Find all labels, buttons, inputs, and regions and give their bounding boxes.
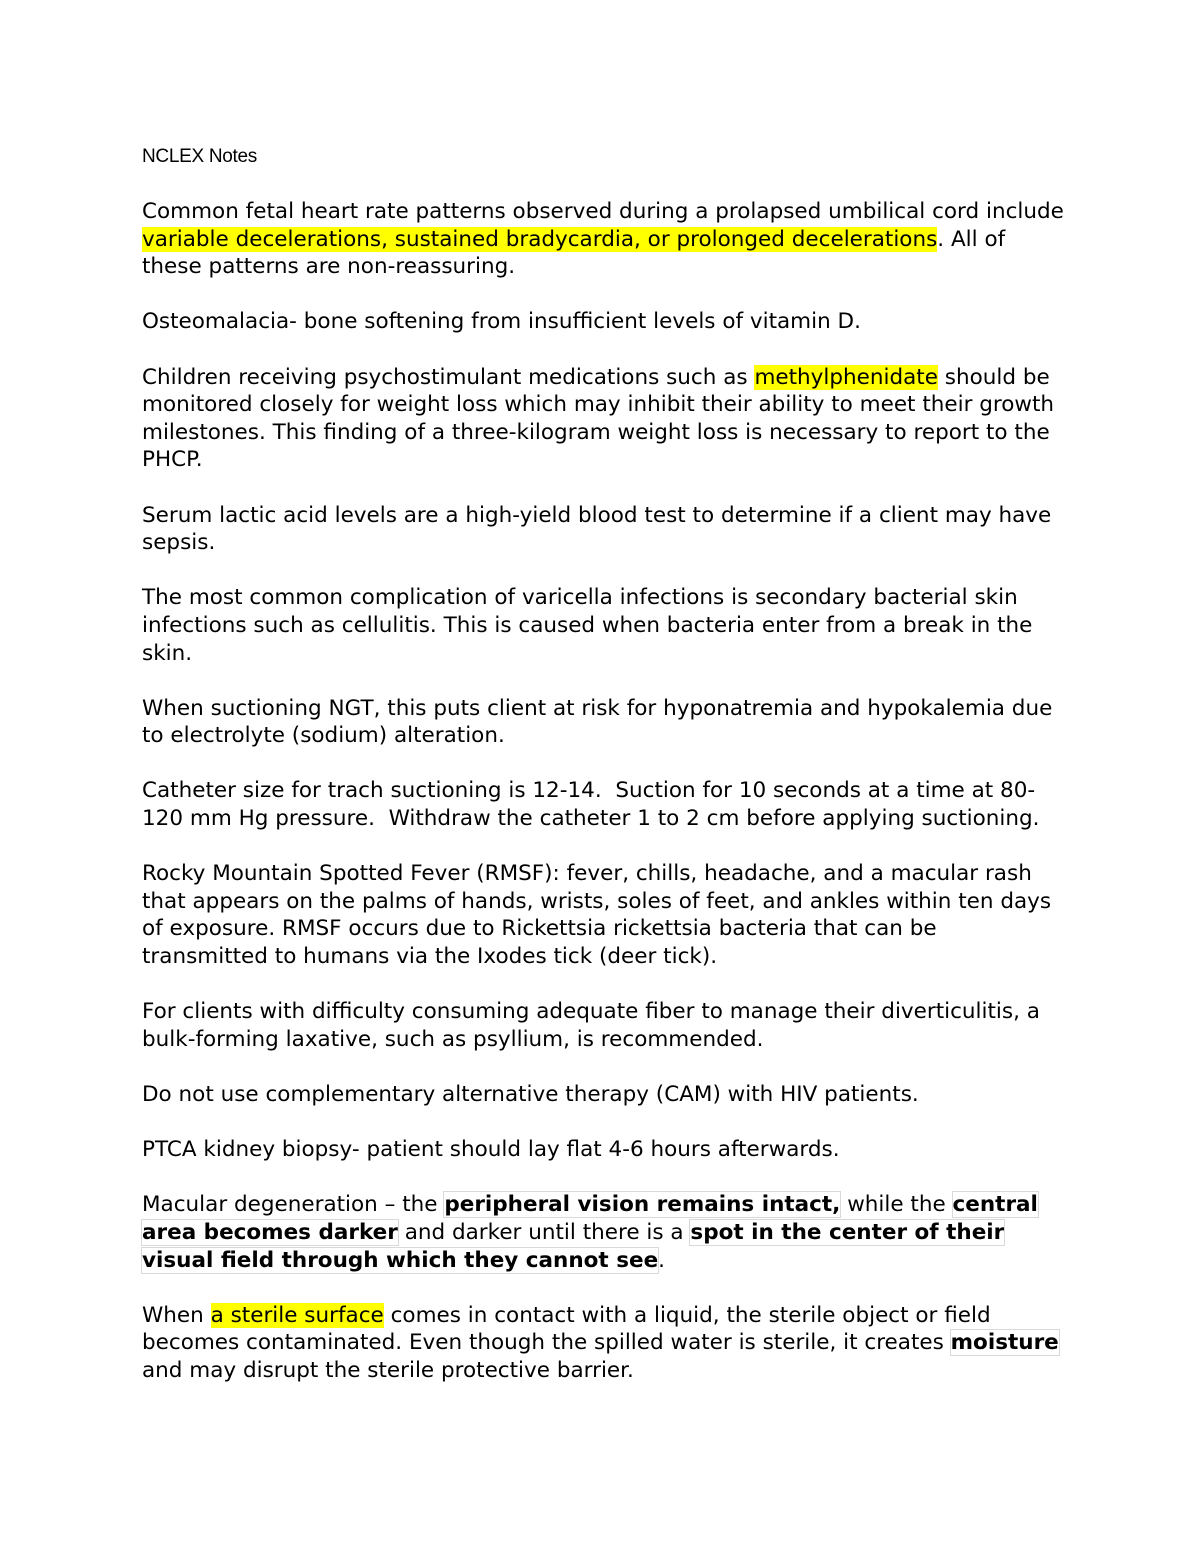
bold-text: central area becomes darker (142, 1192, 1038, 1245)
document-body (142, 198, 1067, 1412)
text-run: Macular degeneration – the (142, 1192, 445, 1218)
document-title: NCLEX Notes (142, 146, 257, 167)
text-run: Children receiving psychostimulant medications such as (142, 364, 755, 390)
highlighted-text: methylphenidate (754, 364, 938, 390)
text-run: and may disrupt the sterile protective barrier. (142, 1357, 634, 1383)
text-run: should be monitored closely for weight loss which may inhibit their ability to meet their growth milestones. This finding of a three-kilogram weight loss is necessary to report to the PHCP. (142, 364, 1055, 473)
bold-text: peripheral vision remains intact, (444, 1192, 841, 1218)
paragraph-kidney-biopsy: PTCA kidney biopsy- patient should lay flat 4-6 hours afterwards. (142, 1137, 840, 1163)
paragraph-psychostimulant (142, 364, 1067, 474)
paragraph-ngt-suctioning: When suctioning NGT, this puts client at risk for hyponatremia and hypokalemia due to electrolyte (sodium) alteration. (142, 695, 1053, 749)
text-run: . All of these patterns are non-reassuring. (142, 226, 1006, 280)
paragraph-lactic-acid: Serum lactic acid levels are a high-yield blood test to determine if a client may have sepsis. (142, 502, 1052, 556)
paragraph-cam-hiv: Do not use complementary alternative therapy (CAM) with HIV patients. (142, 1082, 919, 1107)
bold-text: spot in the center of their visual field through which they cannot see (142, 1219, 1005, 1273)
highlighted-text: variable decelerations, sustained bradycardia, or prolonged decelerations (142, 226, 938, 252)
paragraph-trach-suctioning: Catheter size for trach suctioning is 12-14. Suction for 10 seconds at a time at 80-120 mm Hg pressure. Withdraw the catheter 1 to 2 cm before applying suctioning. (142, 778, 1040, 832)
text-run: comes in contact with a liquid, the sterile object or field becomes contaminated. Even though the spilled water is sterile, it creates (142, 1302, 991, 1356)
text-run: Common fetal heart rate patterns observed during a prolapsed umbilical cord include (142, 199, 1064, 224)
paragraph-rmsf: Rocky Mountain Spotted Fever (RMSF): fever, chills, headache, and a macular rash that appears on the palms of hands, wrists, soles of feet, and ankles within ten days of exposure. RMSF occurs due to Rickettsia rickettsia bacteria that can be transmitted to humans via the Ixodes tick (deer tick). (142, 861, 1052, 970)
paragraph-macular-degeneration (142, 1191, 1067, 1274)
paragraph-fetal-heart-rate (142, 198, 1067, 281)
paragraph-diverticulitis: For clients with difficulty consuming adequate fiber to manage their diverticulitis, a bulk-forming laxative, such as psyllium, is recommended. (142, 999, 1040, 1052)
text-run: while the (840, 1192, 953, 1218)
text-run: When (142, 1302, 211, 1328)
bold-text: moisture (950, 1330, 1059, 1356)
paragraph-sterile-field (142, 1302, 1067, 1385)
text-run: . (658, 1247, 666, 1273)
text-run: and darker until there is a (397, 1219, 691, 1245)
paragraph-osteomalacia: Osteomalacia- bone softening from insufficient levels of vitamin D. (142, 309, 861, 335)
highlighted-text: a sterile surface (210, 1302, 384, 1328)
paragraph-varicella: The most common complication of varicella infections is secondary bacterial skin infections such as cellulitis. This is caused when bacteria enter from a break in the skin. (142, 585, 1033, 666)
